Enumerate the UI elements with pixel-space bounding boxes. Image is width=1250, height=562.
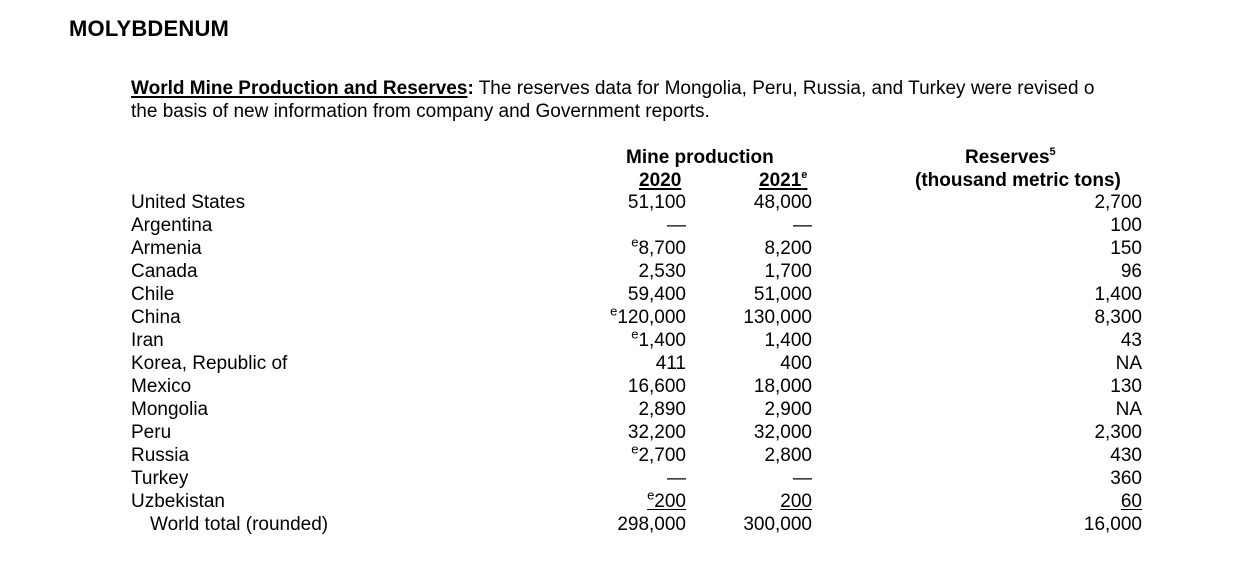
production-2020-value: 2,890 bbox=[638, 399, 686, 420]
production-2021-value: 8,200 bbox=[764, 238, 812, 259]
production-2021-value: 1,700 bbox=[764, 261, 812, 282]
country-name: Argentina bbox=[131, 215, 213, 236]
production-2020-value: $^e$2,700 bbox=[631, 441, 686, 466]
country-name: Peru bbox=[131, 422, 172, 443]
world-total-2021: 300,000 bbox=[743, 514, 812, 535]
reserves-header: Reserves$^5$ bbox=[965, 145, 1056, 168]
reserves-unit-header: (thousand metric tons) bbox=[915, 170, 1121, 191]
production-2020-value: 59,400 bbox=[627, 284, 686, 305]
production-2021-value: 48,000 bbox=[753, 192, 812, 213]
table-row bbox=[0, 234, 1250, 260]
country-name: Russia bbox=[131, 445, 190, 466]
production-2020-value: $^e$8,700 bbox=[631, 234, 686, 259]
production-2021-value: — bbox=[793, 468, 812, 489]
table-row bbox=[0, 487, 1250, 513]
production-2021-value: 400 bbox=[780, 353, 812, 374]
table-row bbox=[0, 421, 1250, 444]
production-2021-value: 130,000 bbox=[743, 307, 812, 328]
production-2020-value: 2,530 bbox=[638, 261, 686, 282]
reserves-value: 96 bbox=[1120, 261, 1142, 282]
country-name: Armenia bbox=[131, 238, 202, 259]
world-total-2020: 298,000 bbox=[617, 514, 686, 535]
table-row bbox=[0, 398, 1250, 421]
production-2020-value: — bbox=[667, 215, 686, 236]
world-total-label: World total (rounded) bbox=[150, 514, 329, 535]
table-row bbox=[0, 352, 1250, 375]
reserves-value: 8,300 bbox=[1094, 307, 1142, 328]
table-row bbox=[0, 303, 1250, 329]
country-name: Chile bbox=[131, 284, 175, 305]
production-2020-value: 411 bbox=[655, 353, 686, 374]
production-2020-value: 32,200 bbox=[627, 422, 686, 443]
reserves-value: 43 bbox=[1120, 330, 1142, 351]
table-row bbox=[0, 283, 1250, 306]
table-row bbox=[0, 375, 1250, 398]
table-row bbox=[0, 467, 1250, 490]
paragraph-line1-text: The reserves data for Mongolia, Peru, Russia, and Turkey were revised o bbox=[473, 78, 1095, 99]
production-2020-value: 16,600 bbox=[627, 376, 686, 397]
production-2020-value: 51,100 bbox=[627, 192, 686, 213]
production-2020-value: $^e$120,000 bbox=[610, 303, 686, 328]
country-name: Turkey bbox=[131, 468, 189, 489]
production-2020-value: $^e$1,400 bbox=[631, 326, 686, 351]
reserves-value: 360 bbox=[1110, 468, 1142, 489]
production-2021-value: 32,000 bbox=[753, 422, 812, 443]
country-name: Korea, Republic of bbox=[131, 353, 288, 374]
reserves-value: 430 bbox=[1110, 445, 1142, 466]
production-2021-value: 2,800 bbox=[764, 445, 812, 466]
country-name: Iran bbox=[131, 330, 164, 351]
production-2020-value: — bbox=[667, 468, 686, 489]
table-row bbox=[0, 214, 1250, 237]
country-name: United States bbox=[131, 192, 246, 213]
production-2021-value: 18,000 bbox=[753, 376, 812, 397]
country-name: Canada bbox=[131, 261, 198, 282]
world-total-row bbox=[0, 513, 1250, 536]
world-total-reserves: 16,000 bbox=[1083, 514, 1142, 535]
reserves-value: 100 bbox=[1110, 215, 1142, 236]
mine-production-header: Mine production bbox=[626, 147, 774, 168]
paragraph-line2-text: the basis of new information from company and Government reports. bbox=[131, 101, 710, 122]
reserves-value: 2,700 bbox=[1094, 192, 1142, 213]
table-row bbox=[0, 326, 1250, 352]
production-2021-value: 51,000 bbox=[753, 284, 812, 305]
country-name: Mongolia bbox=[131, 399, 209, 420]
production-reserves-paragraph bbox=[131, 77, 1181, 123]
reserves-value: 2,300 bbox=[1094, 422, 1142, 443]
table-row bbox=[0, 191, 1250, 214]
production-table bbox=[0, 191, 1250, 536]
reserves-value: 60 bbox=[1120, 491, 1142, 512]
year-2021-header: 2021e bbox=[759, 168, 808, 191]
paragraph-lead: World Mine Production and Reserves: bbox=[131, 78, 474, 99]
production-2021-value: — bbox=[793, 215, 812, 236]
production-2021-value: 1,400 bbox=[764, 330, 812, 351]
country-name: Mexico bbox=[131, 376, 192, 397]
country-name: China bbox=[131, 307, 181, 328]
reserves-value: NA bbox=[1115, 353, 1142, 374]
country-name: Uzbekistan bbox=[131, 491, 225, 512]
year-2020-header: 2020 bbox=[639, 170, 682, 191]
reserves-value: 130 bbox=[1110, 376, 1142, 397]
table-row bbox=[0, 441, 1250, 467]
reserves-value: 150 bbox=[1110, 238, 1142, 259]
reserves-value: NA bbox=[1115, 399, 1142, 420]
production-2021-value: 200 bbox=[780, 491, 812, 512]
production-2020-value: $^e$200 bbox=[647, 487, 686, 512]
production-2021-value: 2,900 bbox=[764, 399, 812, 420]
table-row bbox=[0, 260, 1250, 283]
reserves-value: 1,400 bbox=[1094, 284, 1142, 305]
page-title: MOLYBDENUM bbox=[69, 16, 230, 41]
